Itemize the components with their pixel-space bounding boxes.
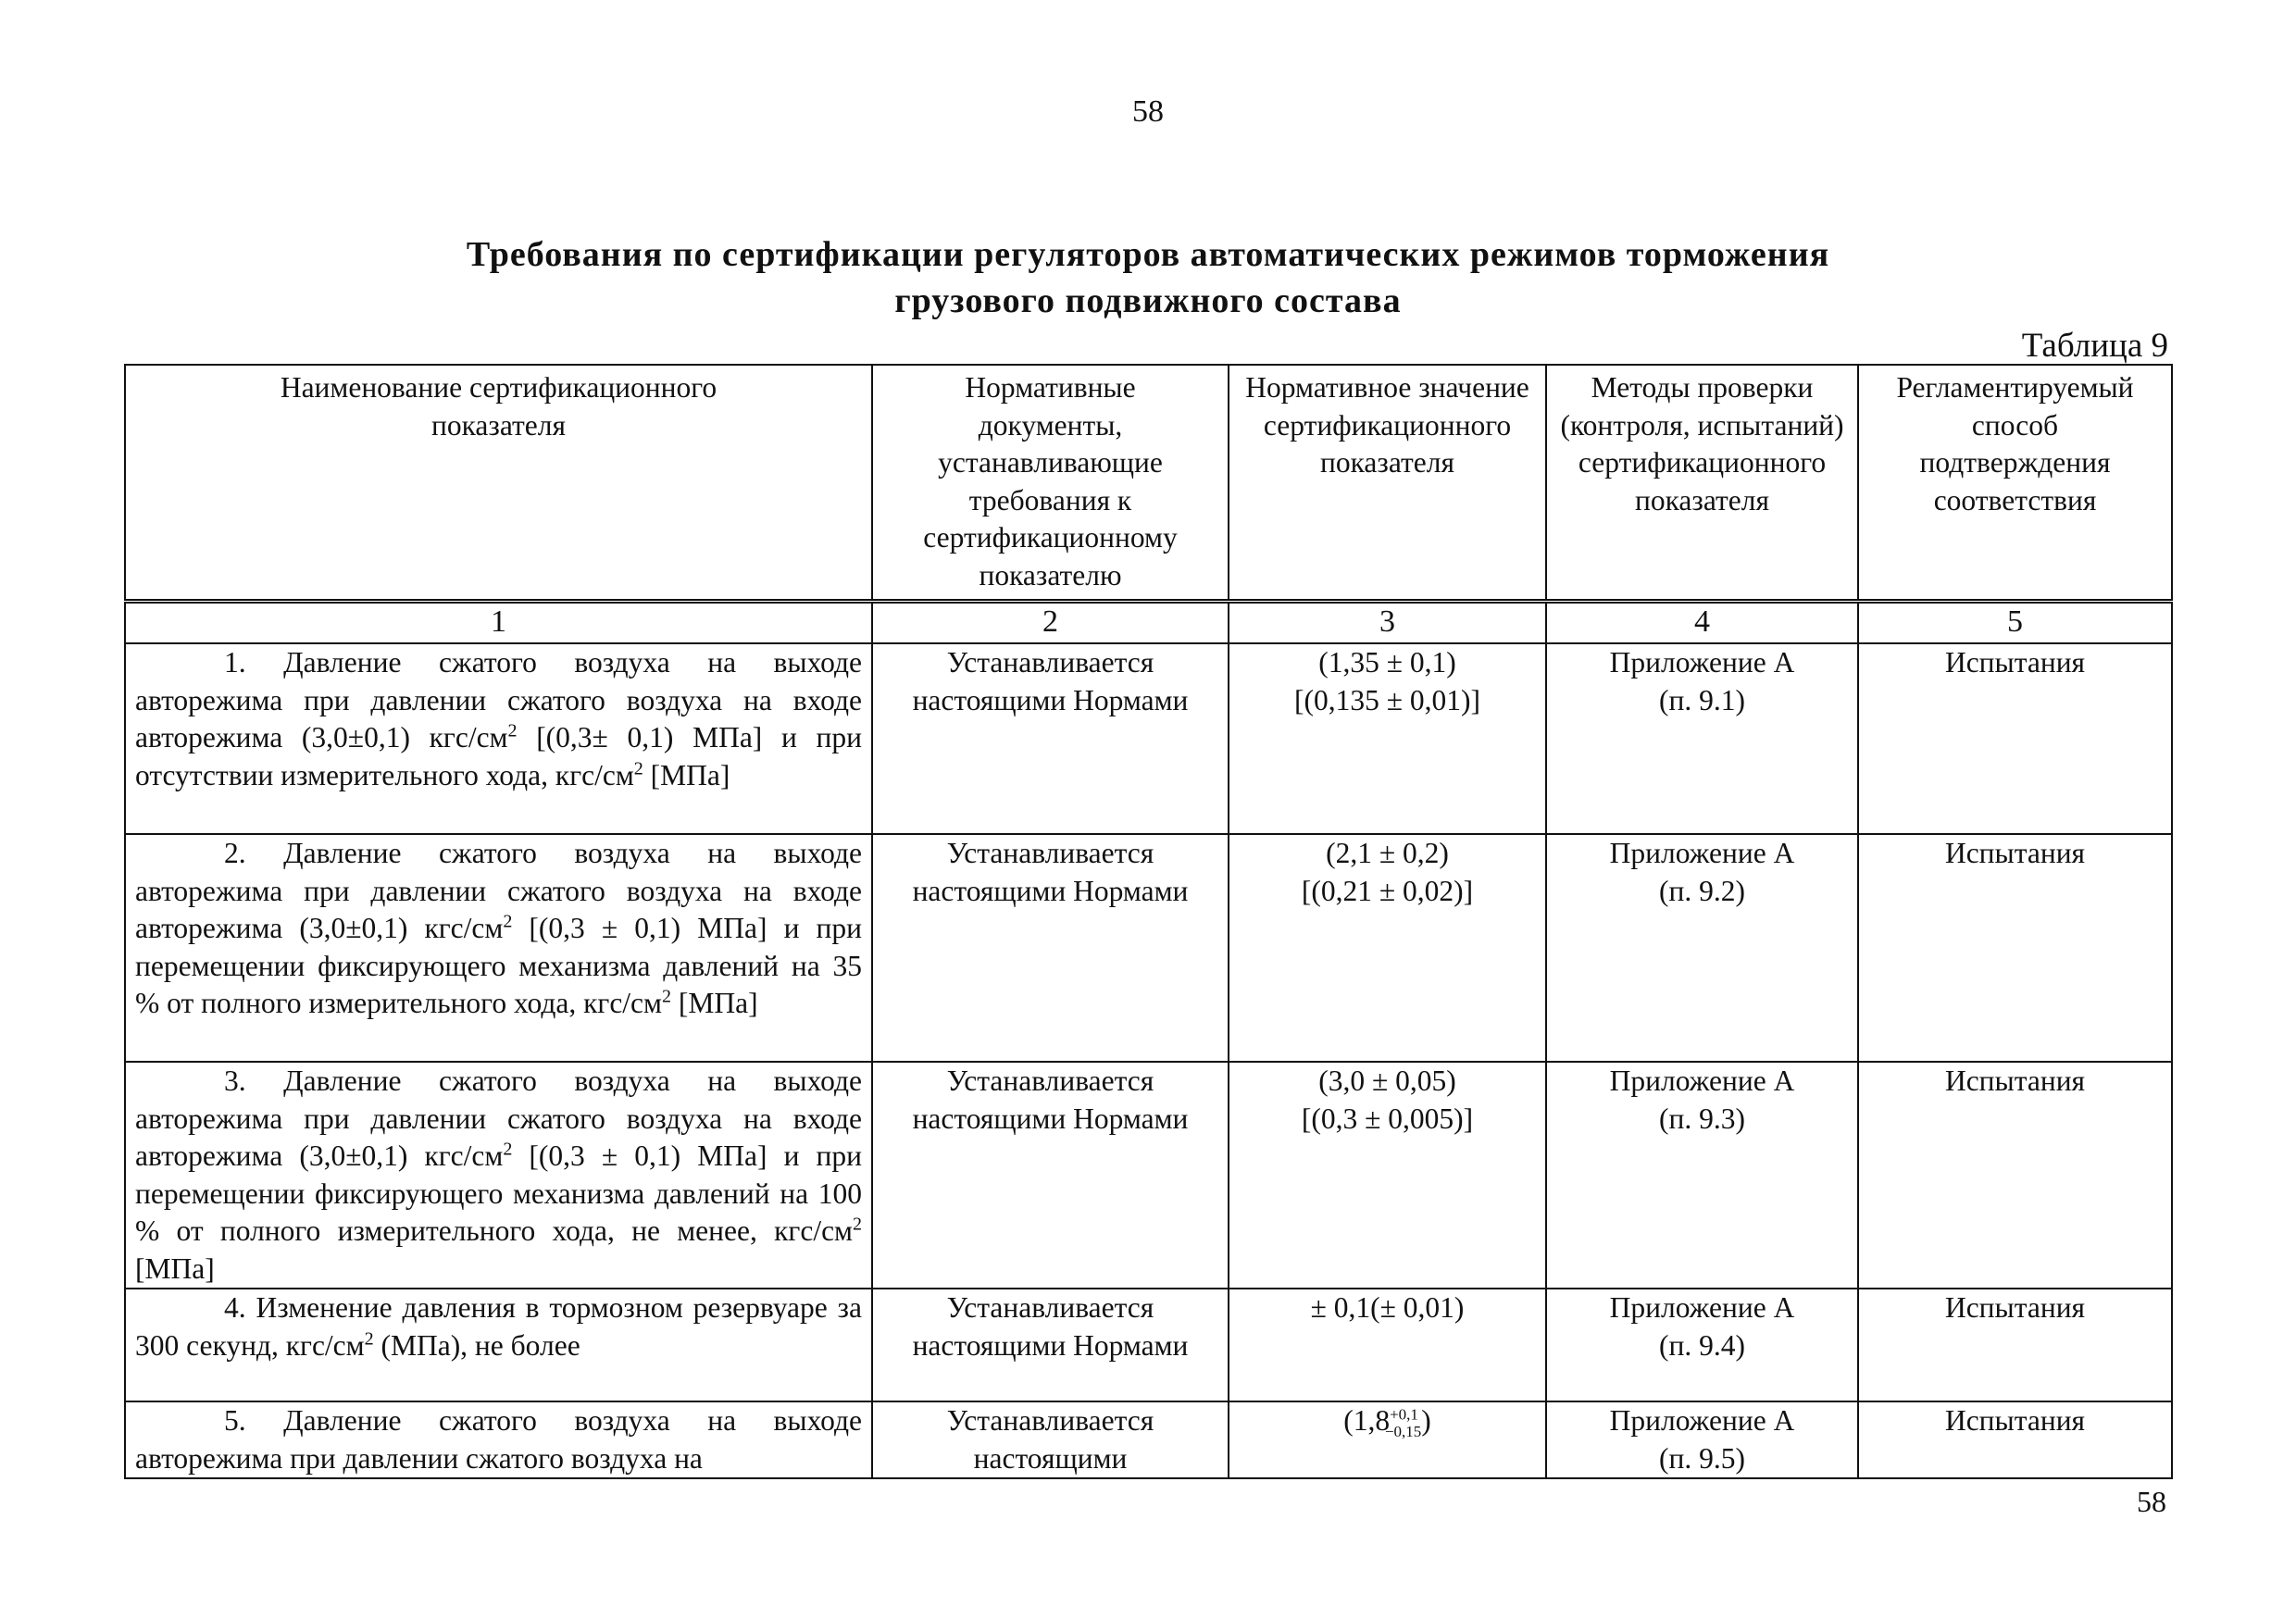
confirmation-cell: Испытания	[1858, 1062, 2172, 1289]
table-label: Таблица 9	[2021, 327, 2168, 365]
column-number: 1	[125, 602, 872, 644]
column-number: 3	[1229, 602, 1546, 644]
method-cell: Приложение А (п. 9.5)	[1546, 1401, 1858, 1478]
table-row	[125, 834, 2172, 1062]
value-cell: (1,35 ± 0,1) [(0,135 ± 0,01)]	[1229, 643, 1546, 834]
column-number: 5	[1858, 602, 2172, 644]
document-cell: Устанавливается настоящими Нормами	[872, 834, 1229, 1062]
table-row	[125, 1401, 2172, 1478]
column-number: 4	[1546, 602, 1858, 644]
indicator-cell: 4. Изменение давления в тормозном резервуаре за 300 секунд, кгс/$см^2$ (МПа), не более	[125, 1289, 872, 1401]
document-cell: Устанавливается настоящими Нормами	[872, 1289, 1229, 1401]
indicator-cell: 5. Давление сжатого воздуха на выходе авторежима при давлении сжатого воздуха на	[125, 1401, 872, 1478]
header-normative-documents: Нормативные документы, устанавливающие требования к сертификационному показателю	[872, 365, 1229, 602]
document-cell: Устанавливается настоящими Нормами	[872, 643, 1229, 834]
title-line-1: Требования по сертификации регуляторов автоматических режимов торможения	[466, 235, 1830, 274]
method-cell: Приложение А (п. 9.3)	[1546, 1062, 1858, 1289]
method-cell: Приложение А (п. 9.1)	[1546, 643, 1858, 834]
indicator-cell: 1. Давление сжатого воздуха на выходе авторежима при давлении сжатого воздуха на входе авторежима (3,0±0,1) кгс/$см^2$ [(0,3± 0,1) МПа] и при отсутствии измерительного хода, кгс/$см^2$ [МПа]	[125, 643, 872, 834]
value-cell: (3,0 ± 0,05) [(0,3 ± 0,005)]	[1229, 1062, 1546, 1289]
column-number: 2	[872, 602, 1229, 644]
document-cell: Устанавливается настоящими Нормами	[872, 1062, 1229, 1289]
table-row	[125, 1289, 2172, 1401]
page-number-bottom: 58	[2137, 1485, 2166, 1518]
confirmation-cell: Испытания	[1858, 1289, 2172, 1401]
confirmation-cell: Испытания	[1858, 834, 2172, 1062]
header-test-methods: Методы проверки (контроля, испытаний) сертификационного показателя	[1546, 365, 1858, 602]
table-row	[125, 643, 2172, 834]
table-row	[125, 1062, 2172, 1289]
column-number-row	[125, 602, 2172, 644]
value-cell: $(1,8^{+0,1}_{-0,15})$	[1229, 1401, 1546, 1478]
document-cell: Устанавливается настоящими	[872, 1401, 1229, 1478]
title-line-2: грузового подвижного состава	[894, 281, 1402, 320]
table-header-row	[125, 365, 2172, 602]
page-number-top: 58	[1132, 94, 1164, 129]
header-confirmation-method: Регламентируемый способ подтверждения соответствия	[1858, 365, 2172, 602]
indicator-cell: 3. Давление сжатого воздуха на выходе авторежима при давлении сжатого воздуха на входе авторежима (3,0±0,1) кгс/$см^2$ [(0,3 ± 0,1) МПа] и при перемещении фиксирующего механизма давлений на 100 % от полного измерительного хода, не менее, кгс/$см^2$ [МПа]	[125, 1062, 872, 1289]
method-cell: Приложение А (п. 9.4)	[1546, 1289, 1858, 1401]
indicator-cell: 2. Давление сжатого воздуха на выходе авторежима при давлении сжатого воздуха на входе авторежима (3,0±0,1) кгс/$см^2$ [(0,3 ± 0,1) МПа] и при перемещении фиксирующего механизма давлений на 35 % от полного измерительного хода, кгс/$см^2$ [МПа]	[125, 834, 872, 1062]
confirmation-cell: Испытания	[1858, 1401, 2172, 1478]
header-normative-value: Нормативное значение сертификационного показателя	[1229, 365, 1546, 602]
document-title	[278, 231, 2018, 324]
method-cell: Приложение А (п. 9.2)	[1546, 834, 1858, 1062]
confirmation-cell: Испытания	[1858, 643, 2172, 834]
value-cell: ± 0,1(± 0,01)	[1229, 1289, 1546, 1401]
header-indicator-name: Наименование сертификационного показателя	[125, 365, 872, 602]
value-cell: (2,1 ± 0,2) [(0,21 ± 0,02)]	[1229, 834, 1546, 1062]
certification-requirements-table	[124, 364, 2173, 1479]
